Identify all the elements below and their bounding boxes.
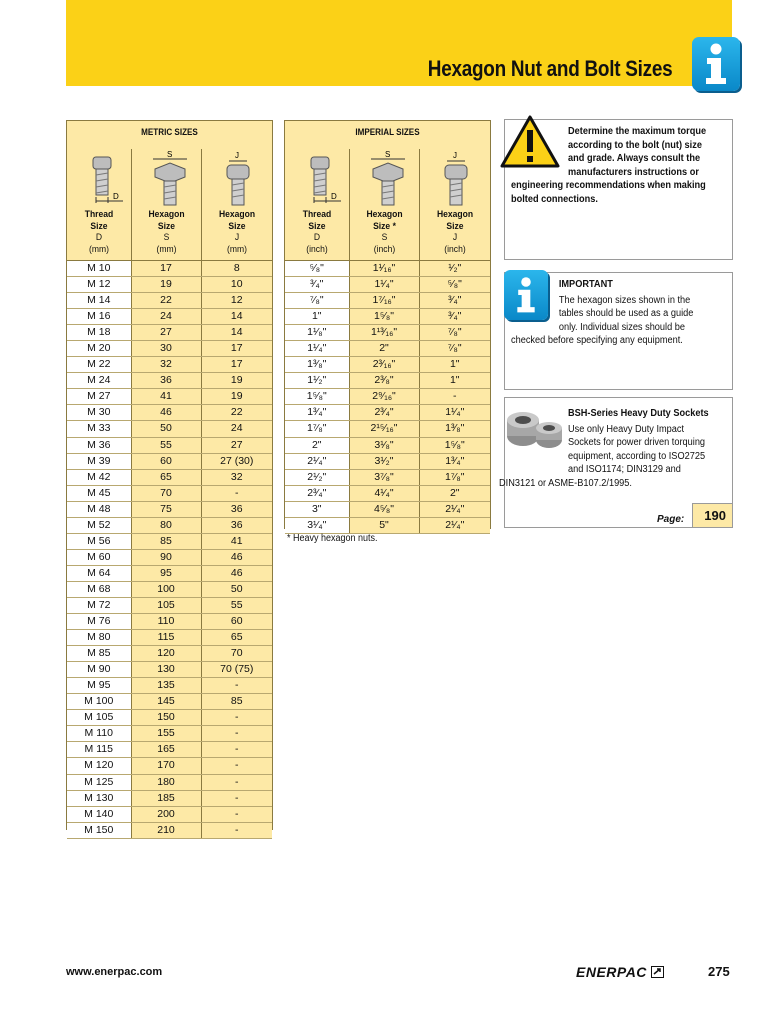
socket-head-bolt-diagram [81, 155, 127, 205]
table-cell: 3¹⁄₂" [349, 453, 419, 469]
table-cell: 1⁵⁄₈" [349, 309, 419, 325]
table-cell: M 30 [67, 405, 131, 421]
table-cell: M 22 [67, 357, 131, 373]
table-cell: 46 [131, 405, 201, 421]
page-number: 275 [708, 964, 730, 979]
table-cell: M 16 [67, 309, 131, 325]
table-cell: ⁷⁄₈" [419, 341, 490, 357]
table-cell: 85 [131, 533, 201, 549]
table-cell: 2¹⁵⁄₁₆" [349, 421, 419, 437]
table-cell: - [201, 726, 272, 742]
table-cell: 1¹⁄₄" [285, 341, 349, 357]
table-cell: 65 [201, 630, 272, 646]
table-cell: M 18 [67, 325, 131, 341]
table-row [285, 453, 490, 469]
table-cell: ⁷⁄₈" [419, 325, 490, 341]
table-cell: M 76 [67, 614, 131, 630]
table-cell: M 42 [67, 469, 131, 485]
table-row [285, 501, 490, 517]
table-cell: M 120 [67, 758, 131, 774]
table-cell: 1³⁄₄" [419, 453, 490, 469]
table-cell: 150 [131, 710, 201, 726]
table-row [67, 581, 272, 597]
table-cell: 60 [131, 453, 201, 469]
table-row [67, 421, 272, 437]
bsh-title: BSH-Series Heavy Duty Sockets [568, 408, 709, 419]
table-cell: 24 [131, 309, 201, 325]
table-cell: M 140 [67, 806, 131, 822]
table-cell: 2³⁄₈" [349, 373, 419, 389]
table-row [67, 774, 272, 790]
table-row [67, 373, 272, 389]
table-cell: 17 [131, 261, 201, 277]
table-cell: 17 [201, 341, 272, 357]
table-row [67, 501, 272, 517]
imperial-table-header [285, 121, 490, 261]
bsh-text: BSH-Series Heavy Duty Sockets Use only Heavy Duty Impact Sockets for power driven torquing equipment, according to ISO2725 and ISO1174; DIN3129 and DIN3121 or ASME-B107.2/1995. [499, 407, 725, 490]
table-row [67, 517, 272, 533]
table-cell: 155 [131, 726, 201, 742]
table-cell: 80 [131, 517, 201, 533]
table-row [67, 630, 272, 646]
table-cell: 60 [201, 614, 272, 630]
table-cell: 27 [131, 325, 201, 341]
table-cell: M 80 [67, 630, 131, 646]
hex-socket-bolt-diagram [215, 151, 261, 207]
dim-d-label: D [331, 192, 337, 201]
important-text: IMPORTANT The hexagon sizes shown in the tables should be used as a guide only. Individual sizes should be checked before specifying any equipment. [511, 278, 728, 348]
imperial-col-thread-size: Thread Size D (inch) [302, 209, 332, 255]
table-cell: M 125 [67, 774, 131, 790]
table-row [67, 646, 272, 662]
dim-j-label: J [453, 151, 457, 160]
table-cell: 8 [201, 261, 272, 277]
table-row [285, 437, 490, 453]
table-cell: M 39 [67, 453, 131, 469]
table-cell: 1" [419, 373, 490, 389]
table-row [67, 277, 272, 293]
table-cell: ⁵⁄₈" [419, 277, 490, 293]
table-cell: - [201, 678, 272, 694]
table-row [285, 357, 490, 373]
table-cell: - [201, 742, 272, 758]
table-cell: 27 [201, 437, 272, 453]
table-cell: - [201, 758, 272, 774]
table-row [67, 437, 272, 453]
hex-bolt-diagram [147, 151, 193, 207]
table-row [67, 341, 272, 357]
table-cell: M 10 [67, 261, 131, 277]
metric-table-body [67, 261, 272, 839]
table-cell: M 36 [67, 437, 131, 453]
table-cell: 210 [131, 822, 201, 838]
table-cell: 1¹⁄₁₆" [349, 261, 419, 277]
table-cell: M 85 [67, 646, 131, 662]
imperial-col-hex-s: Hexagon Size * S (inch) [366, 209, 403, 255]
table-row [67, 694, 272, 710]
table-cell: M 115 [67, 742, 131, 758]
table-cell: 41 [201, 533, 272, 549]
table-cell: 19 [201, 373, 272, 389]
table-cell: M 150 [67, 822, 131, 838]
table-cell: 65 [131, 469, 201, 485]
warning-text: Determine the maximum torque according to the bolt (nut) size and grade. Always consult the manufacturers instructions or engineering recommendations when making bolted connections. [511, 126, 707, 205]
table-cell: 95 [131, 565, 201, 581]
table-row [67, 261, 272, 277]
table-cell: M 12 [67, 277, 131, 293]
table-cell: 105 [131, 597, 201, 613]
table-cell: 1¹³⁄₁₆" [349, 325, 419, 341]
table-cell: 1¹⁄₄" [349, 277, 419, 293]
table-cell: M 100 [67, 694, 131, 710]
table-cell: ³⁄₄" [419, 309, 490, 325]
table-cell: M 68 [67, 581, 131, 597]
table-cell: 100 [131, 581, 201, 597]
table-row [67, 758, 272, 774]
table-cell: 1³⁄₈" [285, 357, 349, 373]
table-cell: M 24 [67, 373, 131, 389]
table-cell: M 64 [67, 565, 131, 581]
table-cell: 115 [131, 630, 201, 646]
table-row [285, 277, 490, 293]
table-row [67, 726, 272, 742]
table-row [67, 614, 272, 630]
table-cell: 3¹⁄₈" [349, 437, 419, 453]
table-cell: 1" [419, 357, 490, 373]
table-cell: 2¹⁄₄" [419, 501, 490, 517]
table-cell: - [201, 790, 272, 806]
table-cell: 2¹⁄₄" [285, 453, 349, 469]
table-cell: 2¹⁄₄" [419, 517, 490, 533]
table-cell: M 27 [67, 389, 131, 405]
table-cell: 1⁷⁄₁₆" [349, 293, 419, 309]
table-cell: 1⁷⁄₈" [419, 469, 490, 485]
table-cell: 5" [349, 517, 419, 533]
table-cell: - [419, 389, 490, 405]
table-cell: 14 [201, 325, 272, 341]
table-row [67, 389, 272, 405]
imperial-col-hex-j: Hexagon Size J (inch) [436, 209, 474, 255]
table-cell: 2" [349, 341, 419, 357]
table-row [285, 261, 490, 277]
table-cell: 3⁷⁄₈" [349, 469, 419, 485]
table-row [67, 549, 272, 565]
table-cell: 55 [131, 437, 201, 453]
socket-head-bolt-diagram [299, 155, 345, 205]
table-cell: M 90 [67, 662, 131, 678]
table-cell: 1³⁄₄" [285, 405, 349, 421]
brand-mark-icon [651, 966, 664, 978]
page-title: Hexagon Nut and Bolt Sizes [427, 56, 672, 81]
table-cell: 135 [131, 678, 201, 694]
table-cell: 1⁷⁄₈" [285, 421, 349, 437]
table-cell: 36 [131, 373, 201, 389]
table-row [67, 325, 272, 341]
table-cell: 3¹⁄₄" [285, 517, 349, 533]
table-row [67, 565, 272, 581]
hex-socket-bolt-diagram [433, 151, 479, 207]
info-icon [692, 37, 740, 91]
table-cell: 36 [201, 517, 272, 533]
table-cell: 185 [131, 790, 201, 806]
table-cell: 70 (75) [201, 662, 272, 678]
table-row [67, 293, 272, 309]
table-row [285, 309, 490, 325]
table-cell: 2" [285, 437, 349, 453]
table-cell: 50 [131, 421, 201, 437]
table-row [285, 485, 490, 501]
table-cell: M 45 [67, 485, 131, 501]
table-cell: M 20 [67, 341, 131, 357]
table-row [285, 421, 490, 437]
table-row [67, 790, 272, 806]
metric-sizes-table [66, 120, 273, 836]
footer-url[interactable]: www.enerpac.com [66, 966, 163, 978]
bsh-sockets-note [499, 397, 733, 528]
imperial-table-title: IMPERIAL SIZES [355, 127, 420, 137]
metric-col-hex-s: Hexagon Size S (mm) [148, 209, 185, 255]
table-cell: 180 [131, 774, 201, 790]
page-ref-link[interactable]: 190 [692, 503, 732, 527]
table-row [67, 533, 272, 549]
table-cell: 1" [285, 309, 349, 325]
table-cell: 1¹⁄₈" [285, 325, 349, 341]
table-cell: ³⁄₄" [285, 277, 349, 293]
table-row [285, 325, 490, 341]
table-cell: 1³⁄₈" [419, 421, 490, 437]
table-row [67, 469, 272, 485]
table-cell: M 72 [67, 597, 131, 613]
table-cell: 4⁵⁄₈" [349, 501, 419, 517]
table-row [67, 822, 272, 838]
table-cell: 70 [201, 646, 272, 662]
table-row [67, 678, 272, 694]
table-cell: M 105 [67, 710, 131, 726]
table-cell: M 130 [67, 790, 131, 806]
table-cell: 10 [201, 277, 272, 293]
dim-s-label: S [167, 151, 173, 159]
table-row [285, 373, 490, 389]
table-cell: 90 [131, 549, 201, 565]
table-cell: M 60 [67, 549, 131, 565]
table-cell: 200 [131, 806, 201, 822]
table-cell: - [201, 710, 272, 726]
table-row [67, 710, 272, 726]
table-cell: 19 [131, 277, 201, 293]
table-cell: ¹⁄₂" [419, 261, 490, 277]
table-cell: 2³⁄₄" [349, 405, 419, 421]
table-cell: 46 [201, 549, 272, 565]
table-cell: 75 [131, 501, 201, 517]
table-cell: 22 [131, 293, 201, 309]
table-cell: 130 [131, 662, 201, 678]
table-cell: M 56 [67, 533, 131, 549]
important-title: IMPORTANT [558, 279, 613, 290]
table-cell: M 33 [67, 421, 131, 437]
table-row [67, 357, 272, 373]
metric-col-hex-j: Hexagon Size J (mm) [218, 209, 256, 255]
table-cell: - [201, 806, 272, 822]
table-cell: 46 [201, 565, 272, 581]
table-cell: 22 [201, 405, 272, 421]
table-cell: 27 (30) [201, 453, 272, 469]
table-cell: 145 [131, 694, 201, 710]
table-cell: 170 [131, 758, 201, 774]
table-cell: 36 [201, 501, 272, 517]
table-cell: 32 [131, 357, 201, 373]
table-row [67, 806, 272, 822]
table-cell: ⁵⁄₈" [285, 261, 349, 277]
table-cell: 30 [131, 341, 201, 357]
table-cell: 165 [131, 742, 201, 758]
table-cell: 50 [201, 581, 272, 597]
table-row [67, 485, 272, 501]
table-cell: 1¹⁄₄" [419, 405, 490, 421]
table-cell: 85 [201, 694, 272, 710]
page-ref-label: Page: [657, 514, 685, 525]
metric-table-header [67, 121, 272, 261]
metric-col-thread-size: Thread Size D (mm) [84, 209, 114, 255]
table-cell: 4¹⁄₄" [349, 485, 419, 501]
table-cell: 19 [201, 389, 272, 405]
table-cell: 2¹⁄₂" [285, 469, 349, 485]
table-cell: M 95 [67, 678, 131, 694]
table-row [285, 405, 490, 421]
table-row [285, 389, 490, 405]
table-row [67, 662, 272, 678]
important-note [504, 272, 733, 390]
table-row [67, 453, 272, 469]
table-cell: 17 [201, 357, 272, 373]
table-cell: 2³⁄₄" [285, 485, 349, 501]
table-cell: 41 [131, 389, 201, 405]
warning-note [504, 119, 733, 260]
hex-bolt-diagram [365, 151, 411, 207]
table-cell: M 48 [67, 501, 131, 517]
table-row [285, 517, 490, 533]
table-row [285, 469, 490, 485]
table-cell: - [201, 485, 272, 501]
table-row [285, 341, 490, 357]
enerpac-logo: ENERPAC [576, 964, 664, 980]
imperial-sizes-table [284, 120, 491, 529]
table-cell: - [201, 822, 272, 838]
table-cell: 1⁵⁄₈" [419, 437, 490, 453]
table-cell: 120 [131, 646, 201, 662]
table-cell: 3" [285, 501, 349, 517]
table-cell: 2⁹⁄₁₆" [349, 389, 419, 405]
imperial-footnote: * Heavy hexagon nuts. [287, 533, 378, 544]
table-cell: 2" [419, 485, 490, 501]
table-row [67, 309, 272, 325]
table-cell: 110 [131, 614, 201, 630]
table-cell: M 52 [67, 517, 131, 533]
table-cell: M 14 [67, 293, 131, 309]
table-cell: 1¹⁄₂" [285, 373, 349, 389]
table-cell: - [201, 774, 272, 790]
metric-table-title: METRIC SIZES [141, 127, 198, 137]
table-row [67, 597, 272, 613]
table-cell: 32 [201, 469, 272, 485]
table-row [285, 293, 490, 309]
table-cell: ³⁄₄" [419, 293, 490, 309]
table-row [67, 742, 272, 758]
table-cell: 24 [201, 421, 272, 437]
table-cell: 2³⁄₁₆" [349, 357, 419, 373]
dim-j-label: J [235, 151, 239, 160]
table-cell: 55 [201, 597, 272, 613]
imperial-table-body [285, 261, 490, 534]
table-cell: 14 [201, 309, 272, 325]
table-cell: 12 [201, 293, 272, 309]
table-row [67, 405, 272, 421]
table-cell: 1⁵⁄₈" [285, 389, 349, 405]
table-cell: M 110 [67, 726, 131, 742]
table-cell: 70 [131, 485, 201, 501]
dim-d-label: D [113, 192, 119, 201]
dim-s-label: S [385, 151, 391, 159]
table-cell: ⁷⁄₈" [285, 293, 349, 309]
